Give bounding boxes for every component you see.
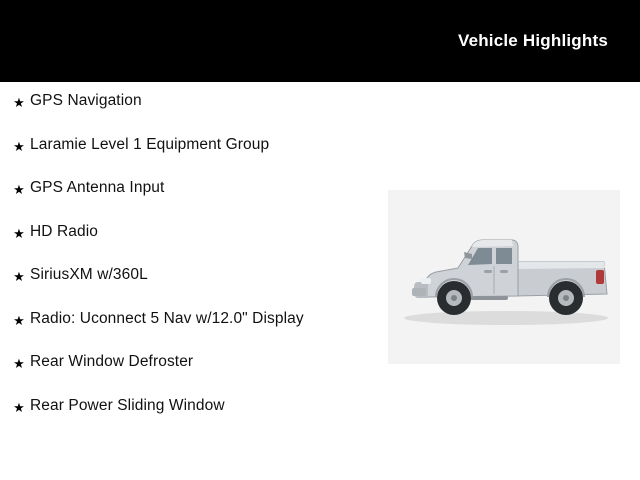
star-icon: ★	[13, 182, 25, 197]
list-item	[8, 310, 378, 331]
list-item	[8, 136, 378, 157]
content-area	[0, 82, 640, 480]
feature-label: Radio: Uconnect 5 Nav w/12.0" Display	[30, 309, 304, 327]
list-item	[8, 397, 378, 418]
feature-label: HD Radio	[30, 222, 98, 240]
star-icon: ★	[13, 138, 25, 154]
feature-label: GPS Antenna Input	[30, 179, 165, 196]
truck-illustration	[388, 190, 620, 364]
list-item	[8, 179, 378, 200]
star-icon: ★	[13, 399, 25, 415]
feature-label: GPS Navigation	[30, 92, 142, 109]
list-item	[8, 353, 378, 374]
list-item	[8, 223, 378, 244]
feature-list	[8, 92, 378, 440]
star-icon: ★	[13, 312, 25, 328]
list-item	[8, 266, 378, 287]
star-icon: ★	[13, 95, 25, 110]
star-icon: ★	[13, 269, 25, 284]
header-bar	[0, 0, 640, 82]
feature-label: SiriusXM w/360L	[30, 266, 148, 283]
feature-label: Laramie Level 1 Equipment Group	[30, 135, 270, 153]
star-icon: ★	[13, 356, 25, 371]
list-item	[8, 92, 378, 113]
vehicle-photo	[388, 190, 620, 364]
star-icon: ★	[13, 225, 25, 241]
page-title: Vehicle Highlights	[457, 31, 608, 50]
feature-label: Rear Window Defroster	[30, 353, 194, 370]
feature-label: Rear Power Sliding Window	[30, 396, 225, 414]
